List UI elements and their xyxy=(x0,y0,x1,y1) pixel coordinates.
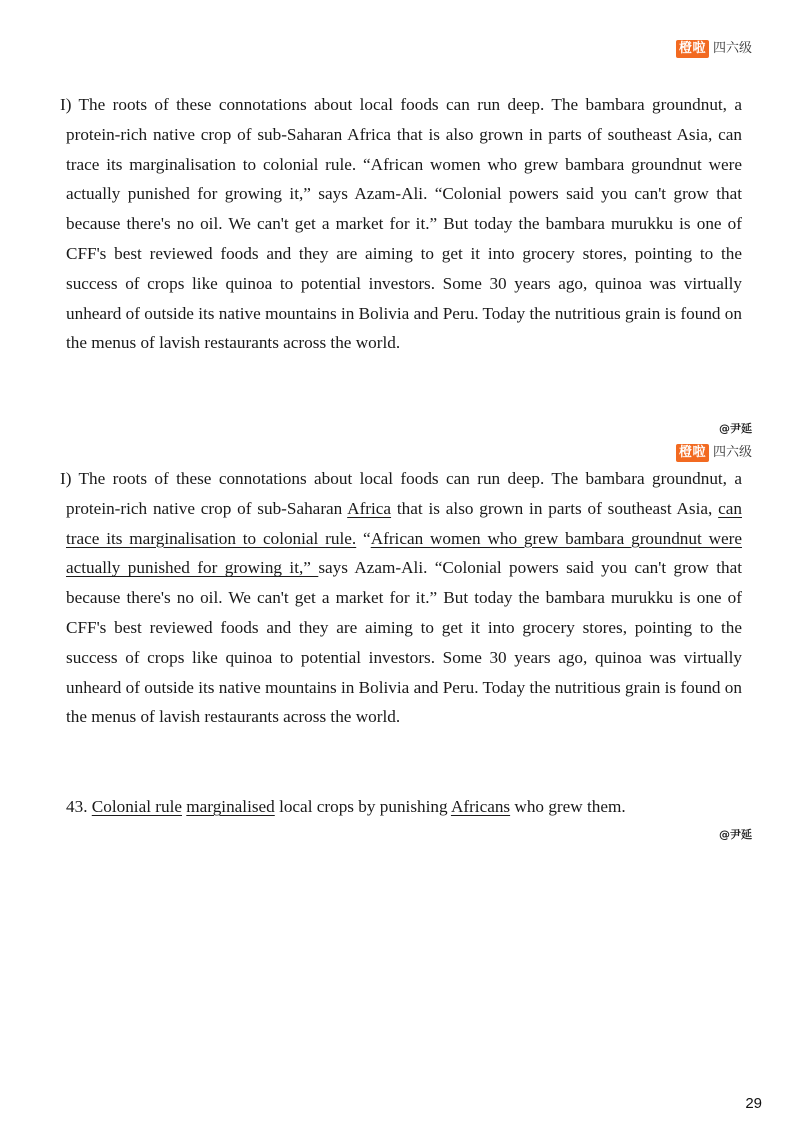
brand-label: 四六级 xyxy=(712,445,752,460)
author-credit: @尹延 xyxy=(719,422,752,435)
passage-text: I) The roots of these connotations about local foods can run deep. The bambara groundnut, a protein-rich native crop of sub-Saharan xyxy=(60,469,742,518)
brand-header xyxy=(676,444,752,462)
brand-header xyxy=(676,40,752,58)
author-credit: @尹延 xyxy=(719,828,752,841)
underlined-phrase: African women who grew bambara groundnut were actually punished for growing it,” xyxy=(66,528,742,578)
brand-logo: 橙啦 xyxy=(676,40,709,58)
underlined-phrase: Colonial rule xyxy=(91,797,182,816)
question-number: 43. xyxy=(66,797,88,816)
brand-logo: 橙啦 xyxy=(676,444,709,462)
brand-label: 四六级 xyxy=(712,41,752,56)
passage-text: “ xyxy=(356,528,371,548)
passage-paragraph: I) The roots of these connotations about local foods can run deep. The bambara groundnut, a protein-rich native crop of sub-Saharan Africa that is also grown in parts of southeast Asia, can trace its marginalisation to colonial rule. “African women who grew bambara groundnut were actually punished for growing it,” says Azam-Ali. “Colonial powers said you can't grow that because there's no oil. We can't get a market for it.” But today the bambara murukku is one of CFF's best reviewed foods and they are aiming to get it into grocery stores, pointing to the success of crops like quinoa to potential investors. Some 30 years ago, quinoa was virtually unheard of outside its native mountains in Bolivia and Peru. Today the nutritious grain is found on the menus of lavish restaurants across the world. xyxy=(60,95,742,353)
answer-statement xyxy=(66,792,746,821)
answer-text: local crops by punishing xyxy=(279,797,448,816)
passage-text: says Azam-Ali. “Colonial powers said you can't grow that because there's no oil. We can't get a market for it.” But today the bambara murukku is one of CFF's best reviewed foods and they are aiming to get it into grocery stores, pointing to the success of crops like quinoa to potential investors. Some 30 years ago, quinoa was virtually unheard of outside its native mountains in Bolivia and Peru. Today the nutritious grain is found on the menus of lavish restaurants across the world. xyxy=(66,558,743,727)
underlined-phrase: can trace its marginalisation to colonial rule. xyxy=(66,498,742,548)
underlined-phrase: Africans xyxy=(450,797,511,816)
page-number: 29 xyxy=(745,1095,762,1112)
answer-text: who grew them. xyxy=(514,797,626,816)
underlined-phrase: marginalised xyxy=(186,797,275,816)
passage-text: that is also grown in parts of southeast Asia, xyxy=(391,498,719,518)
underlined-phrase: Africa xyxy=(347,498,392,518)
annotated-passage-paragraph xyxy=(60,464,742,732)
